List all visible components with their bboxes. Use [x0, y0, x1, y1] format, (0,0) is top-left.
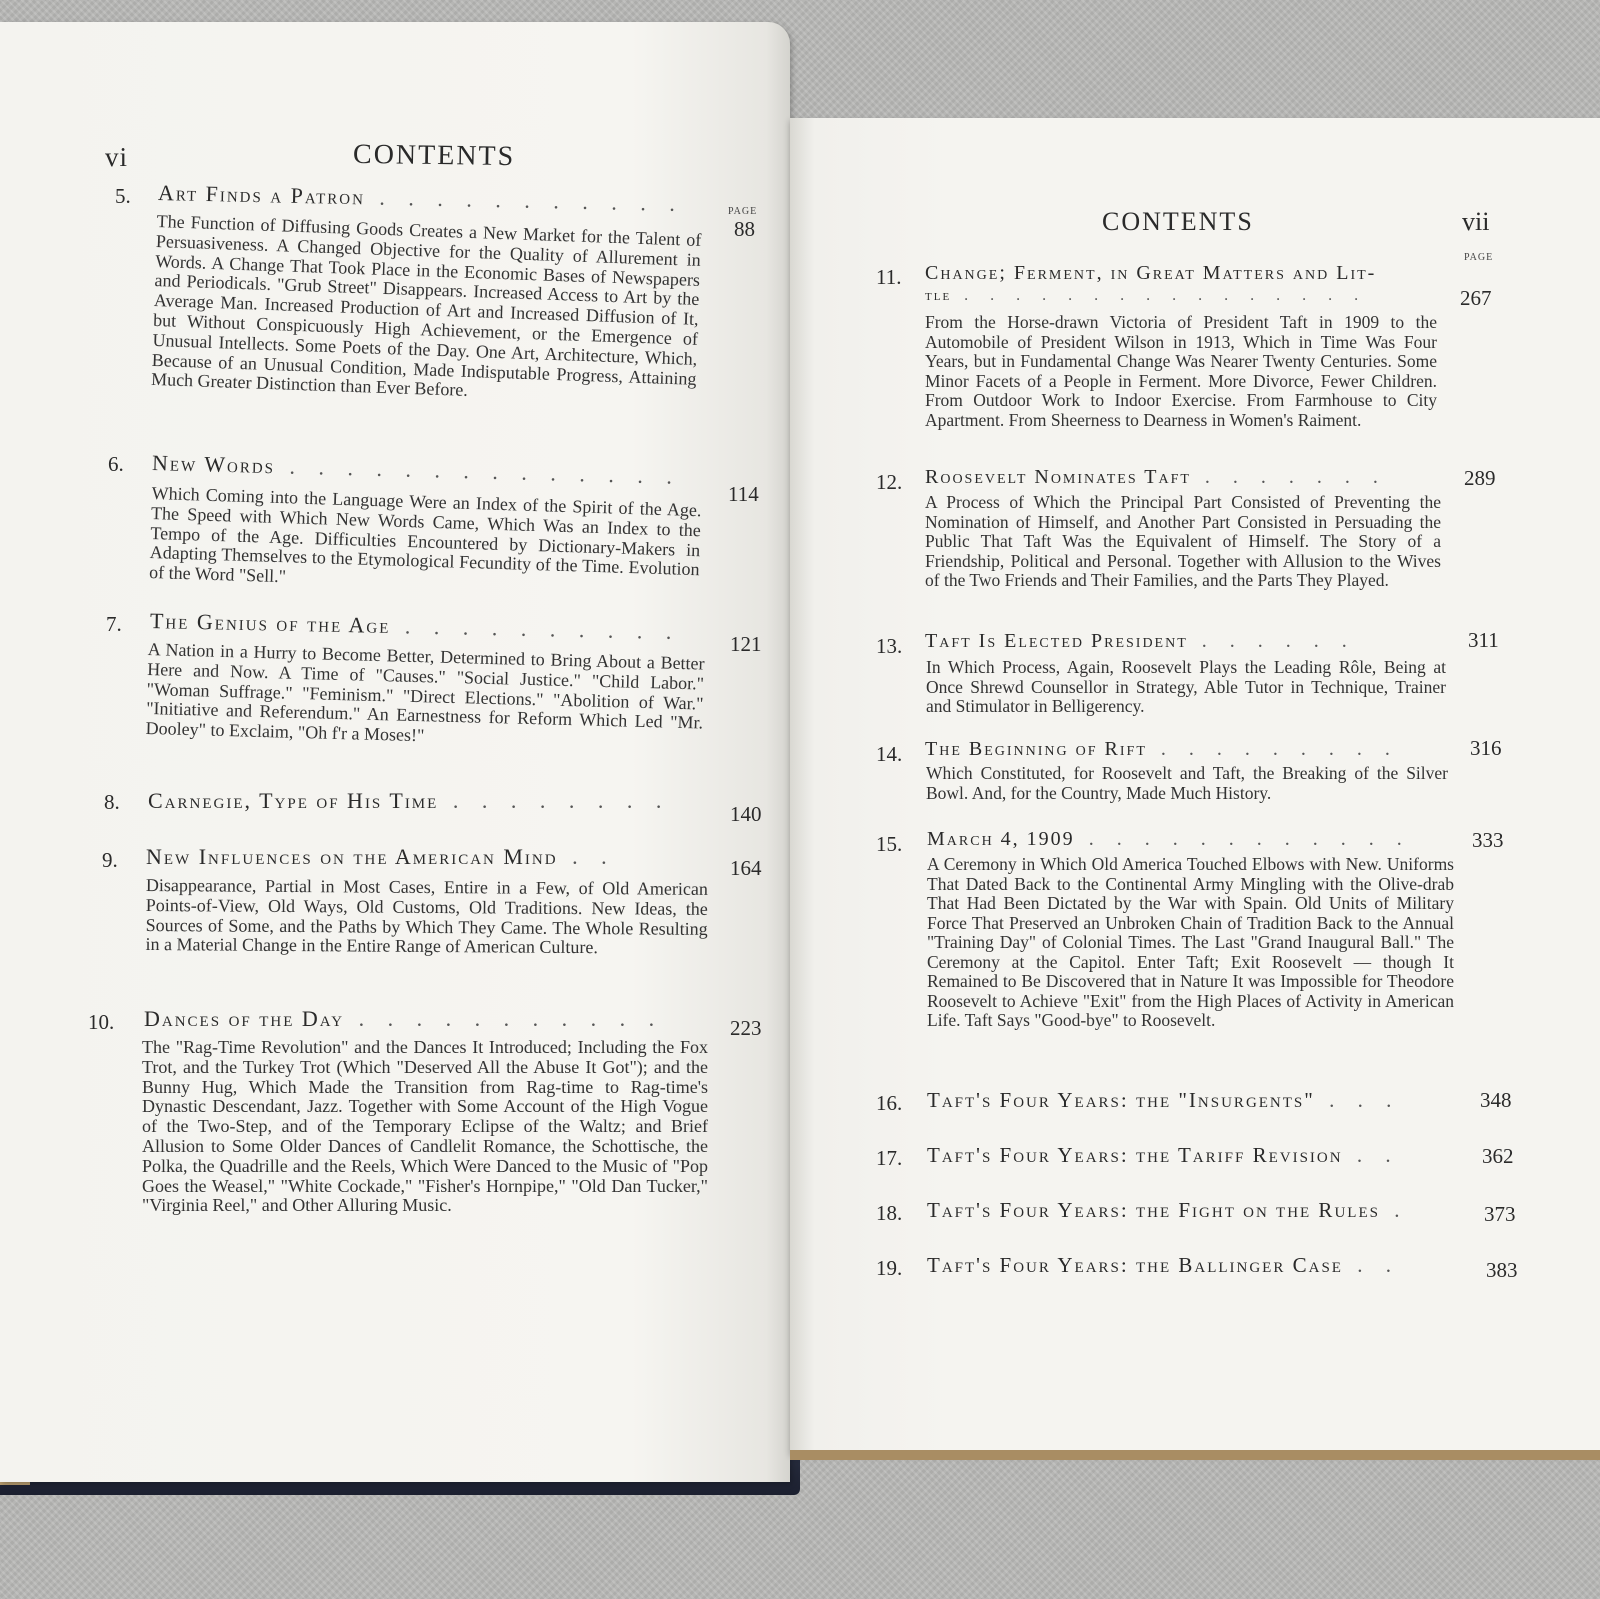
entry-title: New Words . . . . . . . . . . . . . . [151, 450, 682, 489]
entry-number: 5. [115, 184, 131, 208]
entry-title: Taft's Four Years: the Tariff Revision . . [927, 1143, 1400, 1167]
entry-number: 14. [876, 742, 903, 766]
left-page-title: CONTENTS [352, 138, 516, 173]
entry-title-cont: tle . . . . . . . . . . . . . . . . [925, 287, 1368, 304]
entry-number: 16. [876, 1091, 903, 1115]
entry-description: A Process of Which the Principal Part Consisted of Preventing the Nomination of Himself, and Another Part Consisted in Persuading the Public That Taft Was the Equivalent of Himself. The Story of a Friendship, Political and Personal. Together with Allusion to the Wives of the Two Friends and Their Families, and the Parts They Played. [925, 492, 1441, 590]
right-page-number: vii [1462, 207, 1490, 236]
entry-title: Art Finds a Patron . . . . . . . . . . . [157, 180, 685, 217]
entry-number: 7. [106, 612, 122, 636]
right-page-label: PAGE [1464, 252, 1494, 263]
entry-title: The Beginning of Rift . . . . . . . . . [925, 738, 1399, 760]
entry-page: 88 [734, 217, 755, 241]
entry-page: 311 [1468, 628, 1499, 652]
left-page [0, 22, 790, 1482]
entry-page: 333 [1472, 828, 1504, 852]
entry-number: 6. [108, 452, 124, 476]
entry-title: New Influences on the American Mind . . [146, 844, 616, 869]
entry-title: Taft's Four Years: the Ballinger Case . . [927, 1253, 1400, 1277]
entry-number: 11. [876, 265, 902, 289]
entry-title: Dances of the Day . . . . . . . . . . . [144, 1006, 664, 1031]
entry-number: 10. [88, 1010, 115, 1034]
entry-description: From the Horse-drawn Victoria of President Taft in 1909 to the Automobile of President Wilson in 1913, Which in Time Was Four Years, but in Fundamental Change Was Nearer Twenty Centuries. Some Minor Facets of a People in Ferment. More Divorce, Fewer Children. From Outdoor Work to Indoor Exercise. From Farmhouse to City Apartment. From Sheerness to Dearness in Women's Raiment. [925, 312, 1437, 430]
entry-title: Carnegie, Type of His Time . . . . . . . . [148, 788, 671, 813]
entry-title: Taft Is Elected President . . . . . . [925, 630, 1356, 652]
entry-description: In Which Process, Again, Roosevelt Plays the Leading Rôle, Being at Once Shrewd Counsellor in Strategy, Able Tutor in Technique, Trainer and Stimulator in Belligerency. [926, 657, 1446, 716]
right-page-title: CONTENTS [1102, 207, 1254, 236]
entry-page: 348 [1480, 1088, 1512, 1112]
right-page-edge [790, 1450, 1600, 1460]
entry-number: 19. [876, 1256, 903, 1280]
entry-title: Change; Ferment, in Great Matters and Lit- [925, 262, 1377, 284]
entry-number: 15. [876, 832, 903, 856]
entry-description: A Nation in a Hurry to Become Better, Determined to Bring About a Better Here and Now. A Time of "Causes." "Social Justice." "Child Labor." "Woman Suffrage." "Feminism." "Direct Elections." "Abolition of War." "Initiative and Referendum." An Earnestness for Reform Which Led "Mr. Dooley" to Exclaim, "Oh f'r a Moses!" [145, 639, 705, 746]
entry-description: A Ceremony in Which Old America Touched Elbows with New. Uniforms That Dated Back to the Continental Army Mingling with the Olive-drab That Had Been Dictated by the War with Spain. Old Units of Military Force That Preserved an Unbroken Chain of Tradition Back to the Annual "Training Day" of Colonial Times. The Last "Grand Inaugural Ball." The Ceremony at the Capitol. Enter Taft; Exit Roosevelt — though It Remained to Be Discovered that in Nature It was Impossible for Theodore Roosevelt to Achieve "Exit" from the High Places of Activity in American Life. Taft Says "Good-bye" to Roosevelt. [927, 854, 1454, 1030]
entry-number: 17. [876, 1146, 903, 1170]
entry-title: Taft's Four Years: the Fight on the Rules . [927, 1198, 1409, 1222]
entry-title: Roosevelt Nominates Taft . . . . . . . [925, 466, 1387, 488]
entry-number: 8. [104, 790, 120, 814]
entry-number: 13. [876, 634, 903, 658]
entry-page: 267 [1460, 286, 1492, 310]
entry-page: 362 [1482, 1144, 1514, 1168]
entry-title: Taft's Four Years: the "Insurgents" . . . [927, 1088, 1401, 1112]
entry-description: Which Constituted, for Roosevelt and Taft, the Breaking of the Silver Bowl. And, for the Country, Made Much History. [926, 763, 1448, 803]
entry-page: 289 [1464, 466, 1496, 490]
entry-page: 121 [730, 632, 762, 656]
entry-page: 316 [1470, 736, 1502, 760]
entry-description: The "Rag-Time Revolution" and the Dances It Introduced; Including the Fox Trot, and the Turkey Trot (Which "Deserved All the Abuse It Got"); and the Bunny Hug, Which Made the Transition from Rag-time to Rag-time's Dynastic Descendant, Jazz. Together with Some Account of the High Vogue of the Two-Step, and of the Temporary Eclipse of the Waltz; and Brief Allusion to Some Older Dances of Candlelit Romance, the Schottische, the Polka, the Quadrille and the Reels, Which Were Danced to the Music of "Pop Goes the Weasel," "White Cockade," "Fisher's Hornpipe," "Old Dan Tucker," "Virginia Reel," and Other Alluring Music. [142, 1037, 708, 1216]
entry-number: 18. [876, 1201, 903, 1225]
entry-page: 164 [730, 856, 762, 880]
left-page-number: vi [105, 142, 129, 172]
entry-description: Which Coming into the Language Were an Index of the Spirit of the Age. The Speed with Which New Words Came, Which Was an Index to the Tempo of the Age. Difficulties Encountered by Dictionary-Makers in Adapting Themselves to the Etymological Fecundity of the Time. Evolution of the Word "Sell." [148, 483, 702, 587]
entry-description: The Function of Diffusing Goods Creates a New Market for the Talent of Persuasiveness. A Changed Objective for the Quality of Allurement in Words. A Change That Took Place in the Economic Bases of Newspapers and Periodicals. "Grub Street" Disappears. Increased Access to Art by the Average Man. Increased Production of Art and Increased Diffusion of It, but Without Conspicuously High Achievement, or the Emergence of Unusual Intellects. Some Poets of the Day. One Art, Architecture, Which, Because of an Unusual Condition, Made Indisputable Progress, Attaining Much Greater Distinction than Ever Before. [150, 211, 702, 401]
entry-page: 114 [728, 482, 759, 506]
left-page-label: PAGE [728, 206, 758, 217]
entry-title: March 4, 1909 . . . . . . . . . . . . [927, 828, 1411, 850]
entry-number: 12. [876, 470, 903, 494]
entry-description: Disappearance, Partial in Most Cases, Entire in a Few, of Old American Points-of-View, Old Ways, Old Customs, Old Traditions. New Ideas, the Sources of Some, and the Paths by Which They Came. The Whole Resulting in a Material Change in the Entire Range of American Culture. [145, 875, 708, 958]
entry-page: 373 [1484, 1202, 1516, 1226]
entry-page: 383 [1486, 1258, 1518, 1282]
entry-page: 223 [730, 1016, 762, 1040]
entry-page: 140 [730, 802, 762, 826]
entry-number: 9. [102, 848, 118, 872]
entry-title: The Genius of the Age . . . . . . . . . . [149, 608, 681, 645]
